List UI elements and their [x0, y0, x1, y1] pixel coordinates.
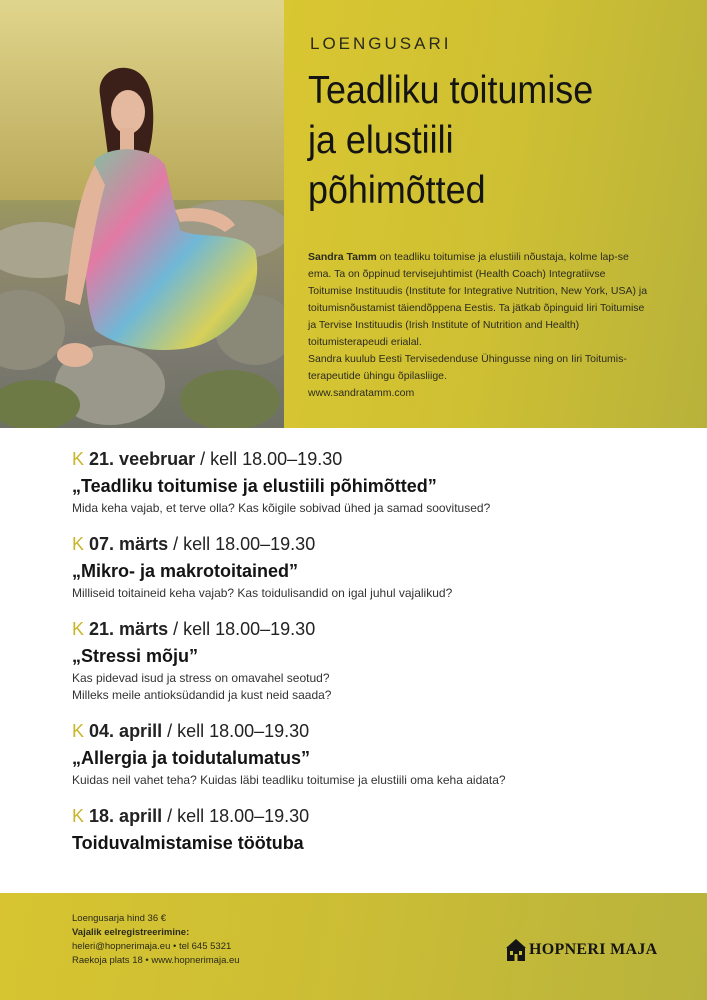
event-description-line: Milliseid toitaineid keha vajab? Kas toidulisandid on igal juhul vajalikud?: [72, 586, 453, 600]
title-line-1: Teadliku toitumise: [308, 69, 594, 112]
event-item: [72, 531, 672, 602]
event-time: / kell 18.00–19.30: [195, 449, 343, 469]
event-weekday: K: [72, 619, 85, 639]
event-topic: „Allergia ja toidutalumatus”: [72, 748, 311, 768]
bio-paragraph-1: [308, 249, 648, 351]
event-item: [72, 616, 672, 704]
event-date: 21. veebruar: [89, 449, 196, 469]
event-item: [72, 446, 672, 517]
footer: [0, 893, 707, 1000]
series-label: LOENGUSARI: [310, 34, 452, 53]
header-panel: [284, 0, 707, 428]
event-time: / kell 18.00–19.30: [168, 619, 316, 639]
event-weekday: K: [72, 534, 85, 554]
event-date-line: [72, 616, 672, 642]
event-description: [72, 670, 672, 704]
event-topic: „Stressi mõju”: [72, 646, 199, 666]
address-text[interactable]: Raekoja plats 18 • www.hopnerimaja.eu: [72, 955, 240, 966]
event-date-line: [72, 718, 672, 744]
speaker-bio: [308, 249, 648, 402]
event-time: / kell 18.00–19.30: [168, 534, 316, 554]
speaker-website-link[interactable]: www.sandratamm.com: [308, 387, 415, 399]
registration-label: Vajalik eelregistreerimine:: [72, 927, 190, 938]
logo-text: HOPNERI MAJA: [529, 941, 658, 958]
house-emblem-icon: [506, 939, 526, 961]
event-weekday: K: [72, 806, 85, 826]
lecture-schedule: [72, 446, 672, 871]
event-topic: „Teadliku toitumise ja elustiili põhimõtted”: [72, 476, 437, 496]
event-item: [72, 803, 672, 857]
bio-text-1: on teadliku toitumise ja elustiili nõustaja, kolme lap-se ema. Ta on õppinud tervisejuhtimist (Health Coach) Integratiivse Toitumise Instituudis (Institute for Integrative Nutrition, New York, USA) ja toitumisnõustamist täiendõppena Eestis. Ta jätkab õpinguid Iiri Toitumise ja Tervise Instituudis (Irish Institute of Nutrition and Health) toitumisterapeudi erialal.: [308, 251, 648, 348]
title-line-3: põhimõtted: [308, 169, 486, 212]
event-description: [72, 772, 672, 789]
event-date: 21. märts: [89, 619, 169, 639]
event-date-line: [72, 446, 672, 472]
event-description-line: Mida keha vajab, et terve olla? Kas kõigile sobivad ühed ja samad soovitused?: [72, 501, 491, 515]
event-time: / kell 18.00–19.30: [162, 721, 310, 741]
price-text: Loengusarja hind 36 €: [72, 913, 167, 924]
registration-info: [72, 912, 240, 968]
title-line-2: ja elustiili: [308, 119, 454, 162]
hopneri-maja-logo: [506, 939, 657, 961]
event-date: 04. aprill: [89, 721, 163, 741]
event-weekday: K: [72, 721, 85, 741]
event-date: 18. aprill: [89, 806, 163, 826]
event-date: 07. märts: [89, 534, 169, 554]
event-date-line: [72, 803, 672, 829]
event-description: [72, 500, 672, 517]
speaker-photo: [0, 0, 284, 428]
bio-paragraph-2: Sandra kuulub Eesti Tervisedenduse Ühingusse ning on Iiri Toitumis-terapeutide ühingu õpilasliige.: [308, 353, 627, 382]
event-description-line: Milleks meile antioksüdandid ja kust neid saada?: [72, 688, 332, 702]
event-description-line: Kas pidevad isud ja stress on omavahel seotud?: [72, 671, 330, 685]
event-weekday: K: [72, 449, 85, 469]
event-time: / kell 18.00–19.30: [162, 806, 310, 826]
photo-illustration: [0, 0, 284, 428]
event-topic: Toiduvalmistamise töötuba: [72, 833, 304, 853]
event-topic: „Mikro- ja makrotoitained”: [72, 561, 299, 581]
event-item: [72, 718, 672, 789]
event-description: [72, 585, 672, 602]
page-title: [308, 66, 593, 216]
event-description-line: Kuidas neil vahet teha? Kuidas läbi teadliku toitumise ja elustiili oma keha aidata?: [72, 773, 506, 787]
event-date-line: [72, 531, 672, 557]
speaker-name: Sandra Tamm: [308, 251, 377, 263]
contact-text[interactable]: heleri@hopnerimaja.eu • tel 645 5321: [72, 941, 232, 952]
